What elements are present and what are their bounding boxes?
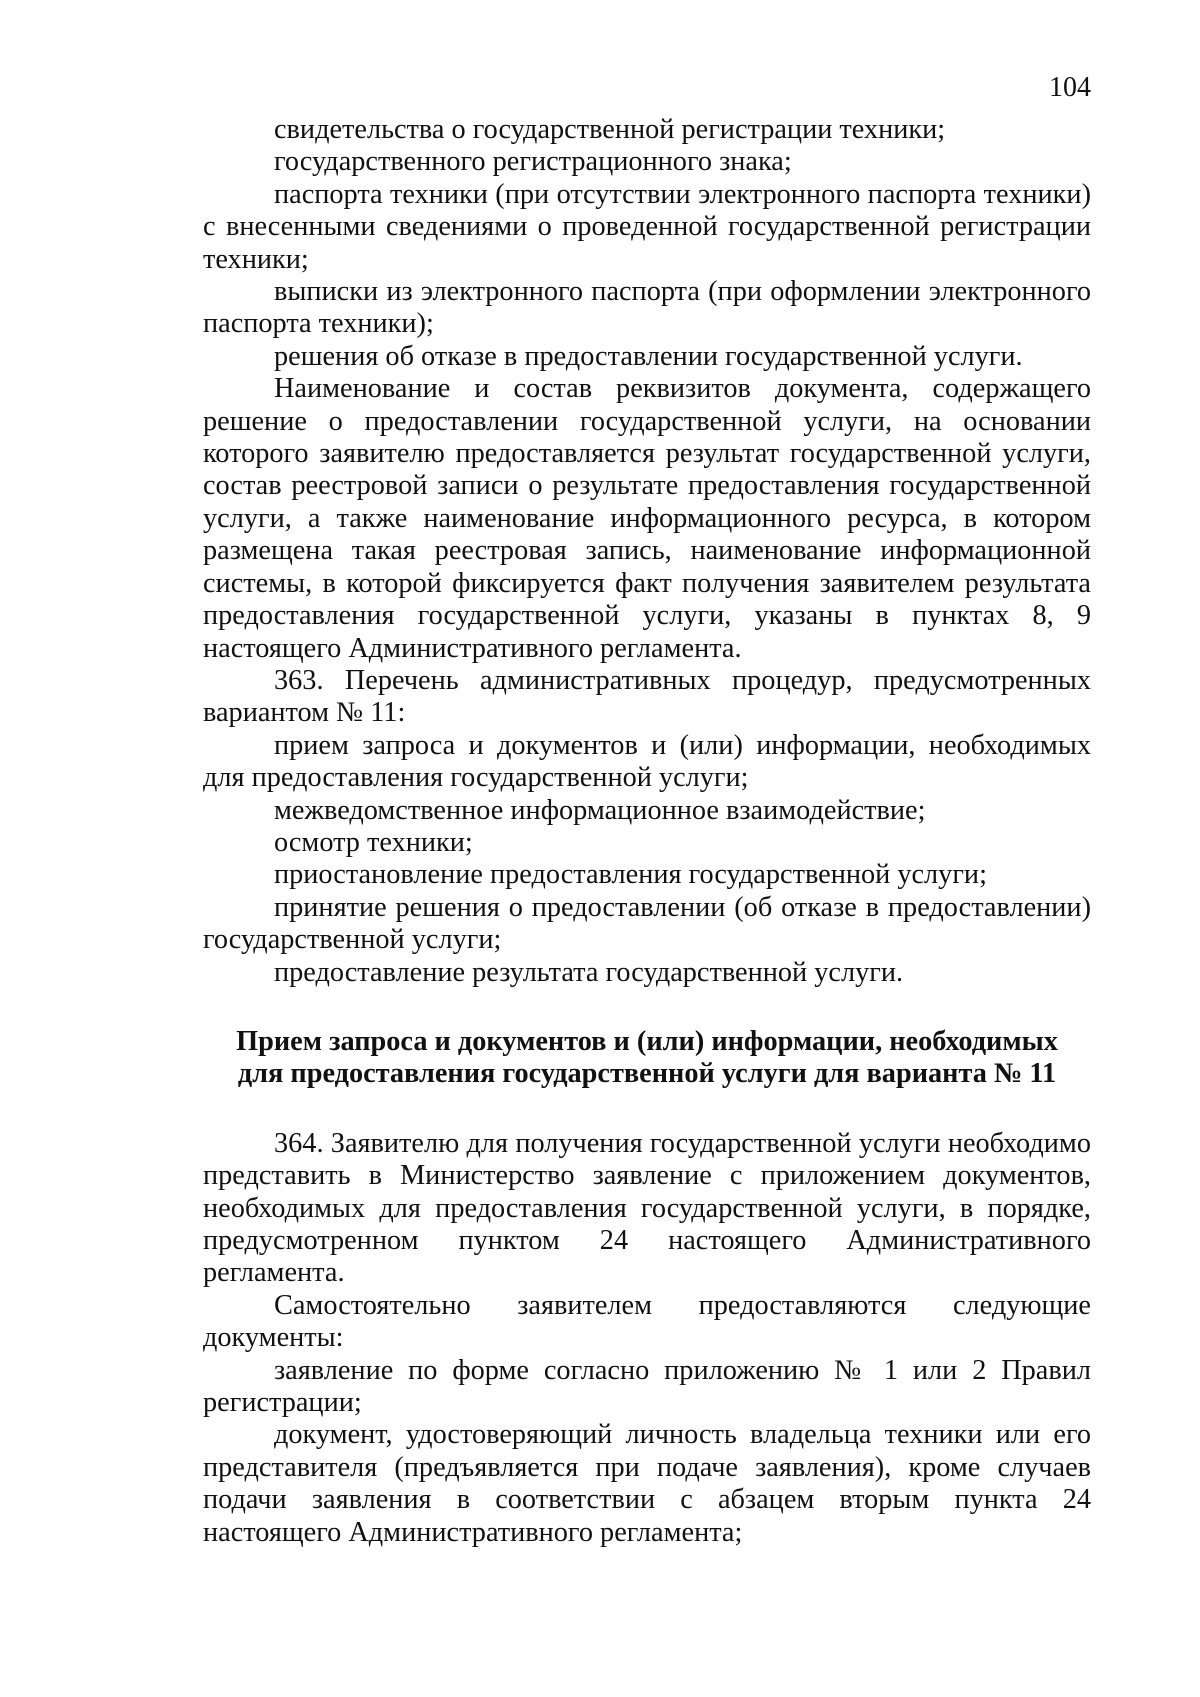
- paragraph: паспорта техники (при отсутствии электронного паспорта техники) с внесенными сведениями о проведенной государственной регистрации техники;: [203, 178, 1091, 275]
- list-item: предоставление результата государственной услуги.: [274, 956, 904, 988]
- section-heading-line-1: Прием запроса и документов и (или) информации, необходимых: [236, 1025, 1058, 1057]
- paragraph: выписки из электронного паспорта (при оформлении электронного паспорта техники);: [203, 276, 1091, 340]
- paragraph-363: 363. Перечень административных процедур, предусмотренных вариантом № 11:: [203, 664, 1091, 729]
- section-heading-line-2: для предоставления государственной услуги для варианта № 11: [237, 1058, 1057, 1090]
- list-item: заявление по форме согласно приложению № 1 или 2 Правил регистрации;: [203, 1354, 1091, 1419]
- list-item: принятие решения о предоставлении (об отказе в предоставлении) государственной услуги;: [203, 891, 1091, 956]
- paragraph-364: 364. Заявителю для получения государственной услуги необходимо представить в Министерство заявление с приложением документов, необходимых для предоставления государственной услуги, в порядке, предусмотренном пунктом 24 настоящего Административного регламента.: [203, 1127, 1091, 1289]
- document-body: [203, 114, 1091, 1549]
- paragraph: свидетельства о государственной регистрации техники;: [274, 114, 946, 145]
- paragraph: Самостоятельно заявителем предоставляются следующие документы:: [203, 1289, 1091, 1354]
- list-item: межведомственное информационное взаимодействие;: [274, 794, 926, 826]
- page-number: 104: [1049, 72, 1091, 103]
- paragraph: решения об отказе в предоставлении государственной услуги.: [274, 340, 1023, 372]
- list-item: осмотр техники;: [274, 826, 473, 858]
- paragraph: государственного регистрационного знака;: [274, 146, 792, 178]
- paragraph: Наименование и состав реквизитов документа, содержащего решение о предоставлении государственной услуги, на основании которого заявителю предоставляется результат государственной услуги, состав реестровой записи о результате предоставления государственной услуги, а также наименование информационного ресурса, в котором размещена такая реестровая запись, наименование информационной системы, в которой фиксируется факт получения заявителем результата предоставления государственной услуги, указаны в пунктах 8, 9 настоящего Административного регламента.: [203, 373, 1091, 664]
- list-item: прием запроса и документов и (или) информации, необходимых для предоставления государственной услуги;: [203, 729, 1091, 794]
- list-item: документ, удостоверяющий личность владельца техники или его представителя (предъявляется при подаче заявления), кроме случаев подачи заявления в соответствии с абзацем вторым пункта 24 настоящего Административного регламента;: [203, 1419, 1091, 1548]
- list-item: приостановление предоставления государственной услуги;: [274, 859, 987, 891]
- section-heading: [203, 1026, 1091, 1091]
